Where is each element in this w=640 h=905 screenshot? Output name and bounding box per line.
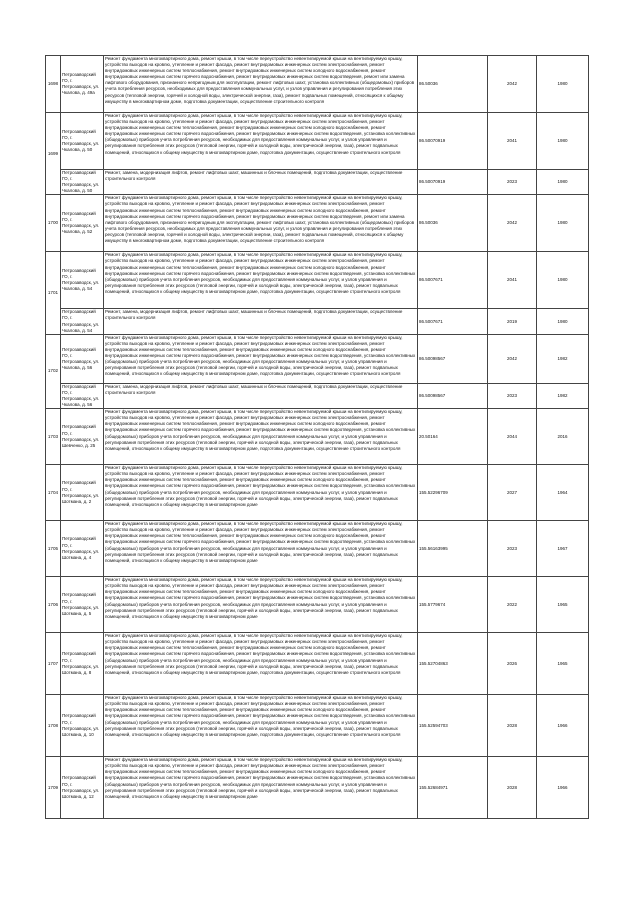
table-row [46,113,589,170]
table-row [46,521,589,577]
address-cell: Петрозаводский ГО, г. Петрозаводск, ул. Шотмана, д. 4 [61,521,104,577]
table-row [46,170,589,195]
code-cell: 86.50098567 [418,383,488,408]
row-number-cell: 1705 [46,521,61,577]
table-row [46,56,589,113]
code-cell: 155.52296709 [418,465,488,521]
row-number-cell: 1707 [46,633,61,695]
year-cell: 2027 [488,465,537,521]
table-row [46,409,589,465]
table-row [46,383,589,408]
row-number-cell: 1701 [46,252,61,334]
table-row [46,695,589,757]
built-year-cell: 1982 [537,334,589,383]
repair-program-table [45,55,589,819]
works-cell: Ремонт фундамента многоквартирного дома, ремонт крыши, в том числе переустройство невентилируемой крыши на вентилируемую крышу, устройство выходов на кровлю, утепление и ремонт фасада, ремонт внутридомовых инженерных систем электроснабжения, ремонт внутридомовых инженерных систем теплоснабжения, ремонт внутридомовых инженерных систем холодного водоснабжения, ремонт внутридомовых инженерных систем горячего водоснабжения, ремонт внутридомовых инженерных систем водоотведения, установка коллективных (общедомовых) приборов учета потребления ресурсов, необходимых для предоставления коммунальных услуг, и узлов управления и регулирования потребления этих ресурсов (тепловой энергии, горячей и холодной воды, электрической энергии, газа), ремонт подвальных помещений, относящихся к общему имуществу в многоквартирном доме, подготовка документации, осуществление строительного контроля [104,409,418,465]
built-year-cell: 1965 [537,577,589,633]
address-cell: Петрозаводский ГО, г. Петрозаводск, ул. Чкалова, д. 56 [61,334,104,383]
code-cell: 86.50098567 [418,334,488,383]
address-cell: Петрозаводский ГО, г. Петрозаводск, ул. Чкалова, д. 56 [61,383,104,408]
code-cell: 86.50036 [418,195,488,252]
document-page [45,55,589,819]
year-cell: 2041 [488,113,537,170]
works-cell: Ремонт фундамента многоквартирного дома, ремонт крыши, в том числе переустройство невентилируемой крыши на вентилируемую крышу, устройство выходов на кровлю, утепление и ремонт фасада, ремонт внутридомовых инженерных систем электроснабжения, ремонт внутридомовых инженерных систем теплоснабжения, ремонт внутридомовых инженерных систем холодного водоснабжения, ремонт внутридомовых инженерных систем горячего водоснабжения, ремонт внутридомовых инженерных систем водоотведения, установка коллективных (общедомовых) приборов учета потребления ресурсов, необходимых для предоставления коммунальных услуг, и узлов управления и регулирования потребления этих ресурсов (тепловой энергии, горячей и холодной воды, электрической энергии, газа), ремонт подвальных помещений, относящихся к общему имуществу в многоквартирном доме, подготовка документации, осуществление строительного контроля [104,633,418,695]
year-cell: 2042 [488,56,537,113]
table-row [46,309,589,334]
address-cell: Петрозаводский ГО, г. Петрозаводск, ул. Чкалова, д. 50 [61,113,104,170]
works-cell: Ремонт фундамента многоквартирного дома, ремонт крыши, в том числе переустройство невентилируемой крыши на вентилируемую крышу, устройство выходов на кровлю, утепление и ремонт фасада, ремонт внутридомовых инженерных систем электроснабжения, ремонт внутридомовых инженерных систем теплоснабжения, ремонт внутридомовых инженерных систем холодного водоснабжения, ремонт внутридомовых инженерных систем горячего водоснабжения, ремонт внутридомовых инженерных систем водоотведения, установка коллективных (общедомовых) приборов учета потребления ресурсов, необходимых для предоставления коммунальных услуг, и узлов управления и регулирования потребления этих ресурсов (тепловой энергии, горячей и холодной воды, электрической энергии, газа), ремонт подвальных помещений, относящихся к общему имуществу в многоквартирном доме [104,521,418,577]
works-cell: Ремонт фундамента многоквартирного дома, ремонт крыши, в том числе переустройство невентилируемой крыши на вентилируемую крышу, устройство выходов на кровлю, утепление и ремонт фасада, ремонт внутридомовых инженерных систем электроснабжения, ремонт внутридомовых инженерных систем теплоснабжения, ремонт внутридомовых инженерных систем холодного водоснабжения, ремонт внутридомовых инженерных систем горячего водоснабжения, ремонт внутридомовых инженерных систем водоотведения, ремонт или замена лифтового оборудования, признанного непригодным для эксплуатации, ремонт лифтовых шахт, установка коллективных (общедомовых) приборов учета потребления ресурсов, необходимых для предоставления коммунальных услуг, и узлов управления и регулирования потребления этих ресурсов (тепловой энергии, горячей и холодной воды, электрической энергии, газа), ремонт подвальных помещений, относящихся к общему имуществу в многоквартирном доме, подготовка документации, осуществление строительного контроля [104,56,418,113]
works-cell: Ремонт, замена, модернизация лифтов, ремонт лифтовых шахт, машинных и блочных помещений, подготовка документации, осуществление строительного контроля [104,170,418,195]
works-cell: Ремонт, замена, модернизация лифтов, ремонт лифтовых шахт, машинных и блочных помещений, подготовка документации, осуществление строительного контроля [104,383,418,408]
code-cell: 155.56163995 [418,521,488,577]
code-cell: 86.5007671 [418,309,488,334]
table-row [46,195,589,252]
address-cell: Петрозаводский ГО, г. Петрозаводск, ул. Шотмана, д. 8 [61,633,104,695]
works-cell: Ремонт фундамента многоквартирного дома, ремонт крыши, в том числе переустройство невентилируемой крыши на вентилируемую крышу, устройство выходов на кровлю, утепление и ремонт фасада, ремонт внутридомовых инженерных систем электроснабжения, ремонт внутридомовых инженерных систем теплоснабжения, ремонт внутридомовых инженерных систем холодного водоснабжения, ремонт внутридомовых инженерных систем горячего водоснабжения, ремонт внутридомовых инженерных систем водоотведения, установка коллективных (общедомовых) приборов учета потребления ресурсов, необходимых для предоставления коммунальных услуг, и узлов управления и регулирования потребления этих ресурсов (тепловой энергии, горячей и холодной воды, электрической энергии, газа), ремонт подвальных помещений, относящихся к общему имуществу в многоквартирном доме, подготовка документации, осуществление строительного контроля [104,113,418,170]
year-cell: 2028 [488,695,537,757]
address-cell: Петрозаводский ГО, г. Петрозаводск, ул. Шотмана, д. 10 [61,695,104,757]
built-year-cell: 1980 [537,252,589,309]
built-year-cell: 1967 [537,521,589,577]
address-cell: Петрозаводский ГО, г. Петрозаводск, ул. Чкалова, д. 50 [61,170,104,195]
code-cell: 86.50070919 [418,170,488,195]
works-cell: Ремонт фундамента многоквартирного дома, ремонт крыши, в том числе переустройство невентилируемой крыши на вентилируемую крышу, устройство выходов на кровлю, утепление и ремонт фасада, ремонт внутридомовых инженерных систем электроснабжения, ремонт внутридомовых инженерных систем теплоснабжения, ремонт внутридомовых инженерных систем холодного водоснабжения, ремонт внутридомовых инженерных систем горячего водоснабжения, ремонт внутридомовых инженерных систем водоотведения, установка коллективных (общедомовых) приборов учета потребления ресурсов, необходимых для предоставления коммунальных услуг, и узлов управления и регулирования потребления этих ресурсов (тепловой энергии, горячей и холодной воды, электрической энергии, газа), ремонт подвальных помещений, относящихся к общему имуществу в многоквартирном доме, подготовка документации, осуществление строительного контроля [104,252,418,309]
built-year-cell: 1965 [537,633,589,695]
code-cell: 86.50036 [418,56,488,113]
address-cell: Петрозаводский ГО, г. Петрозаводск, ул. Чкалова, д. 54 [61,252,104,309]
code-cell: 86.5007671 [418,252,488,309]
built-year-cell: 1966 [537,695,589,757]
works-cell: Ремонт, замена, модернизация лифтов, ремонт лифтовых шахт, машинных и блочных помещений, подготовка документации, осуществление строительного контроля [104,309,418,334]
year-cell: 2023 [488,521,537,577]
table-row [46,465,589,521]
built-year-cell: 1980 [537,309,589,334]
code-cell: 155.52594703 [418,695,488,757]
table-row [46,757,589,819]
works-cell: Ремонт фундамента многоквартирного дома, ремонт крыши, в том числе переустройство невентилируемой крыши на вентилируемую крышу, устройство выходов на кровлю, утепление и ремонт фасада, ремонт внутридомовых инженерных систем электроснабжения, ремонт внутридомовых инженерных систем теплоснабжения, ремонт внутридомовых инженерных систем холодного водоснабжения, ремонт внутридомовых инженерных систем горячего водоснабжения, ремонт внутридомовых инженерных систем водоотведения, установка коллективных (общедомовых) приборов учета потребления ресурсов, необходимых для предоставления коммунальных услуг, и узлов управления и регулирования потребления этих ресурсов (тепловой энергии, горячей и холодной воды, электрической энергии, газа), ремонт подвальных помещений, относящихся к общему имуществу в многоквартирном доме [104,757,418,819]
works-cell: Ремонт фундамента многоквартирного дома, ремонт крыши, в том числе переустройство невентилируемой крыши на вентилируемую крышу, устройство выходов на кровлю, утепление и ремонт фасада, ремонт внутридомовых инженерных систем электроснабжения, ремонт внутридомовых инженерных систем теплоснабжения, ремонт внутридомовых инженерных систем холодного водоснабжения, ремонт внутридомовых инженерных систем горячего водоснабжения, ремонт внутридомовых инженерных систем водоотведения, установка коллективных (общедомовых) приборов учета потребления ресурсов, необходимых для предоставления коммунальных услуг, и узлов управления и регулирования потребления этих ресурсов (тепловой энергии, горячей и холодной воды, электрической энергии, газа), ремонт подвальных помещений, относящихся к общему имуществу в многоквартирном доме [104,465,418,521]
built-year-cell: 2016 [537,409,589,465]
row-number-cell: 1698 [46,56,61,113]
works-cell: Ремонт фундамента многоквартирного дома, ремонт крыши, в том числе переустройство невентилируемой крыши на вентилируемую крышу, устройство выходов на кровлю, утепление и ремонт фасада, ремонт внутридомовых инженерных систем электроснабжения, ремонт внутридомовых инженерных систем теплоснабжения, ремонт внутридомовых инженерных систем холодного водоснабжения, ремонт внутридомовых инженерных систем горячего водоснабжения, ремонт внутридомовых инженерных систем водоотведения, ремонт или замена лифтового оборудования, признанного непригодным для эксплуатации, ремонт лифтовых шахт, установка коллективных (общедомовых) приборов учета потребления ресурсов, необходимых для предоставления коммунальных услуг, и узлов управления и регулирования потребления этих ресурсов (тепловой энергии, горячей и холодной воды, электрической энергии, газа), ремонт подвальных помещений, относящихся к общему имуществу в многоквартирном доме, подготовка документации, осуществление строительного контроля [104,195,418,252]
year-cell: 2023 [488,170,537,195]
address-cell: Петрозаводский ГО, г. Петрозаводск, ул. Шотмана, д. 5 [61,577,104,633]
table-row [46,577,589,633]
row-number-cell: 1703 [46,409,61,465]
works-cell: Ремонт фундамента многоквартирного дома, ремонт крыши, в том числе переустройство невентилируемой крыши на вентилируемую крышу, устройство выходов на кровлю, утепление и ремонт фасада, ремонт внутридомовых инженерных систем электроснабжения, ремонт внутридомовых инженерных систем теплоснабжения, ремонт внутридомовых инженерных систем холодного водоснабжения, ремонт внутридомовых инженерных систем горячего водоснабжения, ремонт внутридомовых инженерных систем водоотведения, установка коллективных (общедомовых) приборов учета потребления ресурсов, необходимых для предоставления коммунальных услуг, и узлов управления и регулирования потребления этих ресурсов (тепловой энергии, горячей и холодной воды, электрической энергии, газа), ремонт подвальных помещений, относящихся к общему имуществу в многоквартирном доме, подготовка документации, осуществление строительного контроля [104,695,418,757]
year-cell: 2042 [488,195,537,252]
table-row [46,633,589,695]
table-body [46,56,589,819]
address-cell: Петрозаводский ГО, г. Петрозаводск, ул. Шевченко, д. 25 [61,409,104,465]
row-number-cell: 1709 [46,757,61,819]
year-cell: 2042 [488,334,537,383]
built-year-cell: 1980 [537,170,589,195]
built-year-cell: 1980 [537,56,589,113]
row-number-cell: 1704 [46,465,61,521]
address-cell: Петрозаводский ГО, г. Петрозаводск, ул. Чкалова, д. 54 [61,309,104,334]
code-cell: 155.52704863 [418,633,488,695]
year-cell: 2028 [488,757,537,819]
row-number-cell: 1699 [46,113,61,195]
year-cell: 2044 [488,409,537,465]
year-cell: 2026 [488,633,537,695]
address-cell: Петрозаводский ГО, г. Петрозаводск, ул. Шотмана, д. 2 [61,465,104,521]
works-cell: Ремонт фундамента многоквартирного дома, ремонт крыши, в том числе переустройство невентилируемой крыши на вентилируемую крышу, устройство выходов на кровлю, утепление и ремонт фасада, ремонт внутридомовых инженерных систем электроснабжения, ремонт внутридомовых инженерных систем теплоснабжения, ремонт внутридомовых инженерных систем холодного водоснабжения, ремонт внутридомовых инженерных систем горячего водоснабжения, ремонт внутридомовых инженерных систем водоотведения, установка коллективных (общедомовых) приборов учета потребления ресурсов, необходимых для предоставления коммунальных услуг, и узлов управления и регулирования потребления этих ресурсов (тепловой энергии, горячей и холодной воды, электрической энергии, газа), ремонт подвальных помещений, относящихся к общему имуществу в многоквартирном доме, подготовка документации, осуществление строительного контроля [104,334,418,383]
row-number-cell: 1706 [46,577,61,633]
table-row [46,252,589,309]
address-cell: Петрозаводский ГО, г. Петрозаводск, ул. Чкалова, д. 52 [61,195,104,252]
built-year-cell: 1966 [537,757,589,819]
built-year-cell: 1964 [537,465,589,521]
row-number-cell: 1708 [46,695,61,757]
built-year-cell: 1980 [537,113,589,170]
built-year-cell: 1980 [537,195,589,252]
year-cell: 2023 [488,383,537,408]
year-cell: 2022 [488,577,537,633]
address-cell: Петрозаводский ГО, г. Петрозаводск, ул. Шотмана, д. 12 [61,757,104,819]
works-cell: Ремонт фундамента многоквартирного дома, ремонт крыши, в том числе переустройство невентилируемой крыши на вентилируемую крышу, устройство выходов на кровлю, утепление и ремонт фасада, ремонт внутридомовых инженерных систем электроснабжения, ремонт внутридомовых инженерных систем теплоснабжения, ремонт внутридомовых инженерных систем холодного водоснабжения, ремонт внутридомовых инженерных систем горячего водоснабжения, ремонт внутридомовых инженерных систем водоотведения, установка коллективных (общедомовых) приборов учета потребления ресурсов, необходимых для предоставления коммунальных услуг, и узлов управления и регулирования потребления этих ресурсов (тепловой энергии, горячей и холодной воды, электрической энергии, газа), ремонт подвальных помещений, относящихся к общему имуществу в многоквартирном доме [104,577,418,633]
year-cell: 2019 [488,309,537,334]
address-cell: Петрозаводский ГО, г. Петрозаводск, ул. Чкалова, д. 49а [61,56,104,113]
row-number-cell: 1702 [46,334,61,408]
row-number-cell: 1700 [46,195,61,252]
code-cell: 86.50070919 [418,113,488,170]
table-row [46,334,589,383]
code-cell: 20.50164 [418,409,488,465]
code-cell: 155.5779674 [418,577,488,633]
code-cell: 155.52684971 [418,757,488,819]
year-cell: 2041 [488,252,537,309]
built-year-cell: 1982 [537,383,589,408]
